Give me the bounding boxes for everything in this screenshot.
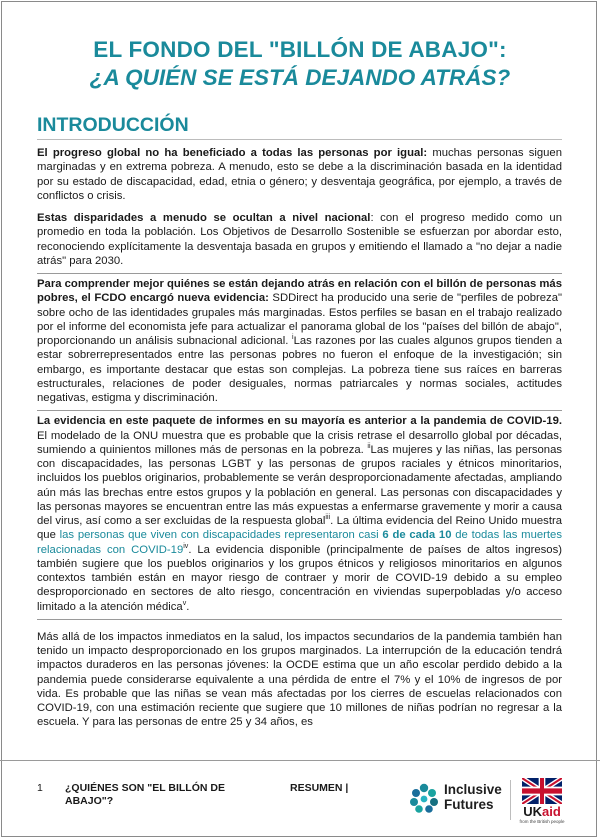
paragraph-2: [37, 211, 562, 268]
logo-divider: [510, 780, 511, 820]
highlight-statistic-value: 6 de cada 10: [382, 529, 452, 542]
inclusive-futures-wordmark: [444, 783, 502, 812]
highlight-statistic-text: las personas que viven con discapacidades representaron casi: [59, 529, 383, 542]
paragraph-4-text-a: El modelado de la ONU muestra que es probable que la crisis retrase el desarrollo global por décadas, sumiendo a quinientos millones más de personas en la pobreza.: [37, 429, 562, 456]
paragraph-1-lead: El progreso global no ha beneficiado a todas las personas por igual:: [37, 147, 428, 159]
paragraph-2-lead: Estas disparidades a menudo se ocultan a nivel nacional: [37, 212, 371, 224]
endnote-ref[interactable]: iii: [325, 514, 331, 522]
footer-divider: [0, 760, 600, 761]
paragraph-1-text: muchas personas siguen marginadas y en extrema pobreza. A menudo, esto se debe a la discriminación basada en la identidad por su estado de discapacidad, edad, etnia o género; y desventaja geográfica, por ejemplo, a través de conflictos o crisis.: [37, 147, 562, 202]
ukaid-logo: [518, 778, 566, 826]
paragraph-4-text-c: . La última evidencia del Reino Unido muestra que: [37, 515, 562, 542]
paragraph-3-text-a: SDDirect ha producido una serie de "perfiles de pobreza" sobre ocho de las identidades grupales más marginadas. Estos perfiles se basan en el trabajo realizado por el informe del economista jefe para actualizar el panorama global de los "países del billón de abajo", proporcionando un análisis subnacional adicional.: [37, 292, 562, 347]
paragraph-divider: [37, 410, 562, 411]
endnote-ref[interactable]: v: [182, 599, 187, 607]
document-title: [0, 36, 600, 92]
endnote-ref[interactable]: i: [292, 334, 294, 342]
ukaid-uk-text: UK: [523, 804, 542, 819]
section-heading: INTRODUCCIÓN: [37, 114, 189, 136]
paragraph-4-lead: La evidencia en este paquete de informes en su mayoría es anterior a la pandemia de COVID-19.: [37, 415, 562, 428]
footer-section-label: RESUMEN |: [290, 782, 349, 794]
paragraph-divider: [37, 273, 562, 274]
endnote-ref[interactable]: iv: [183, 542, 189, 550]
ukaid-wordmark: [518, 805, 566, 818]
paragraph-2-text: : con el progreso medido como un promedio en toda la población. Los Objetivos de Desarrollo Sostenible se esfuerzan por abordar esto, reconociendo explícitamente la desventaja basada en grupos y emitiendo el llamado a "no dejar a nadie atrás" para 2030.: [37, 212, 563, 267]
paragraph-3-lead: Para comprender mejor quiénes se están dejando atrás en relación con el billón de personas más pobres, el FCDO encargó nueva evidencia:: [37, 278, 562, 305]
ukaid-tagline: from the British people: [519, 819, 565, 824]
paragraph-4-text-e: .: [186, 600, 190, 613]
paragraph-4-text-b: Las mujeres y las niñas, las personas con discapacidades, las personas LGBT y las personas de grupos raciales y étnicos minoritarios, incluidos los pueblos originarios, probablemente se verán desproporcionadamente afectadas, ampliando aún más las brechas entre estos grupos y la población en general. Las personas con discapacidades y las personas mayores se encuentran entre las más expuestas a enfermarse gravemente y morir a causa del virus, así como a ser excluidas de la respuesta global: [37, 443, 562, 527]
union-jack-flag-icon: [522, 778, 562, 804]
paragraph-5-text: Más allá de los impactos inmediatos en la salud, los impactos secundarios de la pandemia también han tenido un impacto desproporcionado en los grupos marginados. La interrupción de la educación tendrá impactos duraderos en las personas jóvenes: la OCDE estima que un año escolar perdido debido a la pandemia puede considerarse equivalente a una pérdida de entre el 7% y el 10% de ingresos de por vida. Es probable que las niñas se vean más afectadas por los cierres de escuelas relacionados con COVID-19, con una estimación reciente que sugiere que 10 millones de niñas podrían no regresar a la escuela. Y para las personas de entre 25 y 34 años, es: [37, 630, 562, 729]
inclusive-futures-mark-icon: [408, 782, 440, 814]
paragraph-3: [37, 277, 562, 405]
logo-text-futures: Futures: [444, 796, 494, 812]
paragraph-divider: [37, 619, 562, 620]
endnote-ref[interactable]: ii: [367, 442, 371, 450]
inclusive-futures-logo: [408, 782, 508, 814]
ukaid-aid-text: aid: [541, 804, 561, 819]
page-number: 1: [37, 782, 43, 794]
paragraph-4: [37, 414, 562, 614]
paragraph-3-text-b: Las razones por las cuales algunos grupos tienden a estar sobrerrepresentados entre las personas pobres no fueron el enfoque de la investigación; sin embargo, es importante destacar que estas son complejas. La pobreza tiene sus raíces en barreras estructurales, relaciones de poder desiguales, normas patriarcales y normas sociales, actitudes negativas, estigma y discriminación.: [37, 335, 563, 404]
title-line-2: ¿A QUIÉN SE ESTÁ DEJANDO ATRÁS?: [89, 65, 511, 90]
paragraph-4-text-d: . La evidencia disponible (principalmente de países de altos ingresos) también sugiere que los pueblos originarios y los grupos étnicos y religiosos minoritarios en algunos contextos también están en mayor riesgo de contraer y morir de COVID-19 debido a su empleo desproporcionado en sectores de alto riesgo, concentración en viviendas superpobladas y/o acceso limitado a la atención médica: [37, 543, 562, 613]
paragraph-1: [37, 146, 562, 203]
title-line-1: EL FONDO DEL "BILLÓN DE ABAJO":: [93, 37, 507, 62]
highlight-statistic-text: de todas las muertes relacionadas con COVID-19: [37, 529, 562, 556]
logo-text-inclusive: Inclusive: [444, 782, 502, 797]
body-text: [37, 146, 562, 730]
paragraph-5: [37, 630, 562, 730]
footer-document-title: ¿QUIÉNES SON "EL BILLÓN DE ABAJO"?: [65, 782, 225, 807]
heading-divider: [37, 139, 562, 140]
